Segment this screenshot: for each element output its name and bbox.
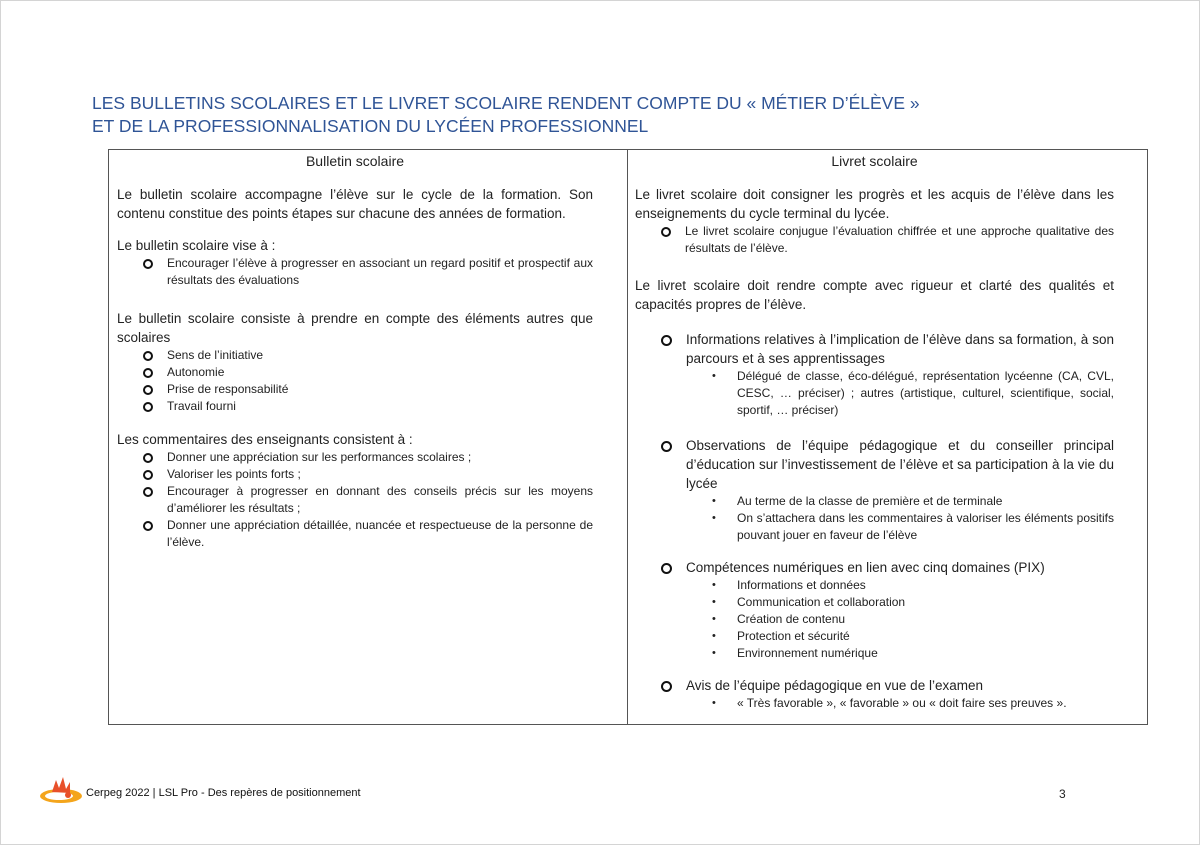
list-item: Donner une appréciation détaillée, nuancée et respectueuse de la personne de l’élève.	[143, 517, 593, 551]
list-item: • Communication et collaboration	[712, 595, 906, 609]
list-item: • Au terme de la classe de première et de terminale	[712, 494, 1003, 508]
title-line-2: ET DE LA PROFESSIONNALISATION DU LYCÉEN PROFESSIONNEL	[92, 116, 649, 136]
list-item: • On s’attachera dans les commentaires à valoriser les éléments positifs pouvant jouer en faveur de l’élève	[712, 511, 1114, 542]
bulletin-vise-list	[143, 255, 593, 289]
dot-bullet-icon: •	[712, 697, 716, 709]
livret-section-observations	[661, 436, 1114, 544]
cerpeg-logo-icon	[38, 772, 84, 806]
comparison-table	[108, 149, 1148, 725]
bulletin-comments-list	[143, 449, 593, 551]
livret-header: Livret scolaire	[831, 153, 918, 169]
list-item: Encourager à progresser en donnant des conseils précis sur les moyens d’améliorer les résultats ;	[143, 483, 593, 517]
page-number: 3	[1059, 787, 1066, 801]
circle-bullet-icon	[143, 259, 153, 269]
dot-bullet-icon: •	[712, 630, 716, 642]
list-item: • « Très favorable », « favorable » ou « doit faire ses preuves ».	[712, 696, 1067, 710]
page-title	[92, 92, 920, 138]
livret-section-implication	[661, 330, 1114, 419]
livret-intro-list	[661, 223, 1114, 257]
section-items	[712, 695, 1114, 712]
list-item: • Création de contenu	[712, 612, 846, 626]
bulletin-vise-label: Le bulletin scolaire vise à :	[117, 238, 276, 253]
list-item: Valoriser les points forts ;	[143, 466, 593, 483]
circle-bullet-icon	[143, 521, 153, 531]
list-item: • Informations et données	[712, 578, 866, 592]
list-item: • Délégué de classe, éco-délégué, représentation lycéenne (CA, CVL, CESC, … préciser) ; autres (artistique, culturel, scientifique, social, sportif, … préciser)	[712, 369, 1114, 417]
bulletin-column	[109, 150, 628, 724]
circle-bullet-icon	[661, 335, 672, 346]
list-item: Le livret scolaire conjugue l’évaluation chiffrée et une approche qualitative des résultats de l’élève.	[661, 223, 1114, 257]
dot-bullet-icon: •	[712, 370, 716, 382]
circle-bullet-icon	[661, 681, 672, 692]
livret-section-competences	[661, 558, 1114, 662]
circle-bullet-icon	[661, 441, 672, 452]
circle-bullet-icon	[143, 470, 153, 480]
section-title: Observations de l’équipe pédagogique et du conseiller principal d’éducation sur l’investissement de l’élève et sa participation à la vie du lycée	[661, 436, 1114, 493]
list-item: Encourager l’élève à progresser en associant un regard positif et prospectif aux résultats des évaluations	[143, 255, 593, 289]
dot-bullet-icon: •	[712, 495, 716, 507]
section-title: Avis de l’équipe pédagogique en vue de l’examen	[661, 676, 1114, 695]
livret-section-avis	[661, 676, 1114, 712]
circle-bullet-icon	[661, 563, 672, 574]
bulletin-consiste-list	[143, 347, 593, 415]
section-title: Informations relatives à l’implication de l’élève dans sa formation, à son parcours et à ses apprentissages	[661, 330, 1114, 368]
bulletin-intro: Le bulletin scolaire accompagne l’élève sur le cycle de la formation. Son contenu constitue des points étapes sur chacune des années de formation.	[117, 187, 593, 221]
bulletin-consiste-label: Le bulletin scolaire consiste à prendre en compte des éléments autres que scolaires	[117, 311, 593, 345]
livret-intro: Le livret scolaire doit consigner les progrès et les acquis de l’élève dans les enseignements du cycle terminal du lycée.	[635, 187, 1114, 221]
dot-bullet-icon: •	[712, 613, 716, 625]
section-items	[712, 577, 1114, 662]
circle-bullet-icon	[143, 453, 153, 463]
livret-rendre: Le livret scolaire doit rendre compte avec rigueur et clarté des qualités et capacités propres de l’élève.	[635, 278, 1114, 312]
circle-bullet-icon	[143, 351, 153, 361]
livret-column	[628, 150, 1147, 724]
list-item: Autonomie	[143, 364, 593, 381]
bulletin-comments-label: Les commentaires des enseignants consistent à :	[117, 432, 413, 447]
circle-bullet-icon	[661, 227, 671, 237]
dot-bullet-icon: •	[712, 596, 716, 608]
list-item: Prise de responsabilité	[143, 381, 593, 398]
bulletin-header: Bulletin scolaire	[305, 153, 405, 169]
list-item: • Protection et sécurité	[712, 629, 850, 643]
footer-text: Cerpeg 2022 | LSL Pro - Des repères de positionnement	[86, 787, 361, 799]
circle-bullet-icon	[143, 487, 153, 497]
section-title: Compétences numériques en lien avec cinq domaines (PIX)	[661, 558, 1114, 577]
title-line-1: LES BULLETINS SCOLAIRES ET LE LIVRET SCOLAIRE RENDENT COMPTE DU « MÉTIER D’ÉLÈVE »	[92, 93, 920, 113]
circle-bullet-icon	[143, 385, 153, 395]
section-items	[712, 368, 1114, 419]
circle-bullet-icon	[143, 402, 153, 412]
dot-bullet-icon: •	[712, 512, 716, 524]
list-item: Donner une appréciation sur les performances scolaires ;	[143, 449, 593, 466]
list-item: Travail fourni	[143, 398, 593, 415]
dot-bullet-icon: •	[712, 579, 716, 591]
dot-bullet-icon: •	[712, 647, 716, 659]
list-item: • Environnement numérique	[712, 646, 878, 660]
section-items	[712, 493, 1114, 544]
list-item: Sens de l’initiative	[143, 347, 593, 364]
circle-bullet-icon	[143, 368, 153, 378]
